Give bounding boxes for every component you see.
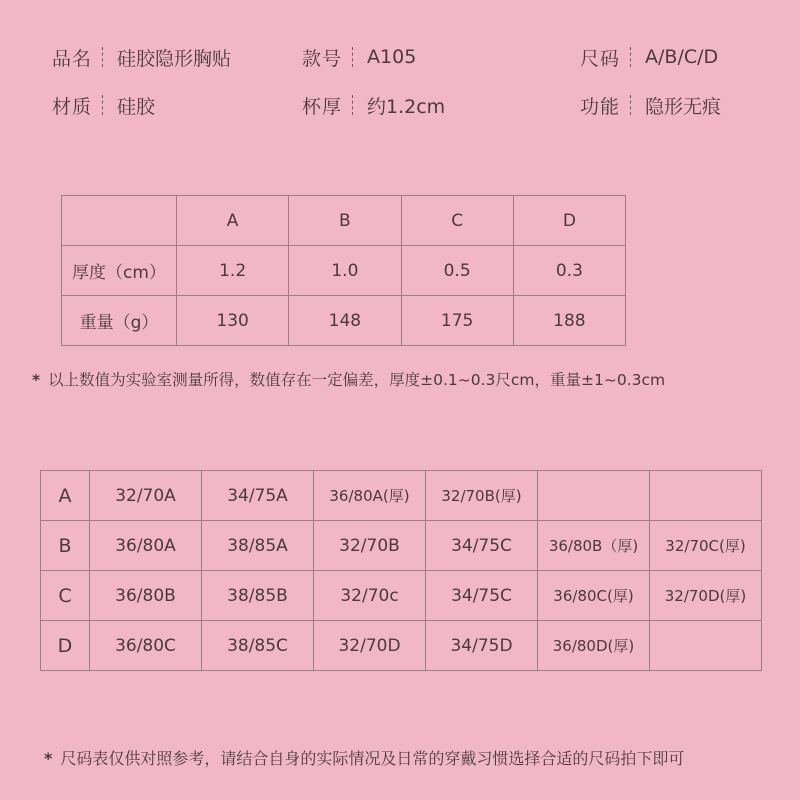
info-item-material: [52, 90, 155, 120]
spec-header-cell: [62, 196, 177, 246]
info-separator: [102, 95, 103, 115]
info-separator: [630, 95, 631, 115]
info-key: 品名: [52, 47, 93, 70]
spec-cell: 175: [401, 296, 513, 346]
info-item-function: [580, 90, 721, 120]
info-value: 硅胶隐形胸贴: [117, 47, 232, 70]
spec-header-cell: B: [289, 196, 401, 246]
spec-header-cell: C: [401, 196, 513, 246]
size-cell: 34/75C: [426, 521, 538, 571]
size-cell: 32/70C(厚): [650, 521, 762, 571]
size-cell: [650, 621, 762, 671]
asterisk-icon: *: [32, 371, 41, 389]
size-cell: 36/80C(厚): [538, 571, 650, 621]
measurement-note: [32, 368, 665, 390]
size-cell: 34/75A: [202, 471, 314, 521]
info-separator: [102, 47, 103, 67]
info-key: 杯厚: [302, 95, 343, 118]
info-separator: [352, 95, 353, 115]
info-separator: [352, 47, 353, 67]
size-cell: 32/70c: [314, 571, 426, 621]
spec-cell: 0.5: [401, 246, 513, 296]
info-value: 约1.2cm: [367, 95, 446, 118]
asterisk-icon: *: [44, 749, 53, 768]
info-value: A/B/C/D: [645, 46, 719, 68]
size-cup-label: B: [41, 521, 90, 571]
info-key: 尺码: [580, 47, 621, 70]
info-item-size: [580, 42, 718, 72]
spec-row-weight: [62, 296, 626, 346]
spec-cell: 130: [177, 296, 289, 346]
size-cell: 36/80A(厚): [314, 471, 426, 521]
size-cell: 38/85C: [202, 621, 314, 671]
size-row-c: [41, 571, 762, 621]
size-cell: 34/75D: [426, 621, 538, 671]
size-cell: 32/70A: [90, 471, 202, 521]
size-cup-label: A: [41, 471, 90, 521]
size-row-a: [41, 471, 762, 521]
size-cell: 36/80A: [90, 521, 202, 571]
size-cell: 36/80C: [90, 621, 202, 671]
size-cell: 38/85A: [202, 521, 314, 571]
spec-header-row: [62, 196, 626, 246]
size-cell: 32/70B: [314, 521, 426, 571]
info-item-cup-thickness: [302, 90, 445, 120]
size-cup-label: C: [41, 571, 90, 621]
info-value: 硅胶: [117, 95, 156, 118]
size-cell: 36/80B（厚): [538, 521, 650, 571]
info-value: 隐形无痕: [645, 95, 722, 118]
spec-cell: 1.2: [177, 246, 289, 296]
spec-header-cell: A: [177, 196, 289, 246]
size-cell: [650, 471, 762, 521]
size-cup-label: D: [41, 621, 90, 671]
spec-header-cell: D: [513, 196, 625, 246]
size-table: [40, 470, 762, 671]
spec-table: [61, 195, 626, 346]
spec-cell: 148: [289, 296, 401, 346]
info-key: 材质: [52, 95, 93, 118]
spec-cell: 1.0: [289, 246, 401, 296]
info-row-2: [0, 90, 800, 120]
size-cell: 34/75C: [426, 571, 538, 621]
spec-row-thickness: [62, 246, 626, 296]
info-item-name: [52, 42, 231, 72]
size-chart-note: [44, 746, 684, 769]
size-cell: 36/80D(厚): [538, 621, 650, 671]
spec-cell: 0.3: [513, 246, 625, 296]
spec-row-label: 厚度（cm）: [62, 246, 177, 296]
size-cell: 32/70B(厚): [426, 471, 538, 521]
size-row-b: [41, 521, 762, 571]
size-cell: 32/70D: [314, 621, 426, 671]
info-key: 款号: [302, 47, 343, 70]
info-key: 功能: [580, 95, 621, 118]
size-cell: [538, 471, 650, 521]
measurement-note-text: 以上数值为实验室测量所得，数值存在一定偏差，厚度±0.1~0.3尺cm，重量±1~0.3cm: [48, 371, 666, 389]
info-row-1: [0, 42, 800, 72]
info-separator: [630, 47, 631, 67]
size-cell: 32/70D(厚): [650, 571, 762, 621]
spec-row-label: 重量（g）: [62, 296, 177, 346]
info-item-style-number: [302, 42, 416, 72]
info-value: A105: [367, 46, 417, 68]
size-row-d: [41, 621, 762, 671]
spec-cell: 188: [513, 296, 625, 346]
size-chart-note-text: 尺码表仅供对照参考，请结合自身的实际情况及日常的穿戴习惯选择合适的尺码拍下即可: [60, 749, 685, 768]
size-cell: 36/80B: [90, 571, 202, 621]
size-cell: 38/85B: [202, 571, 314, 621]
